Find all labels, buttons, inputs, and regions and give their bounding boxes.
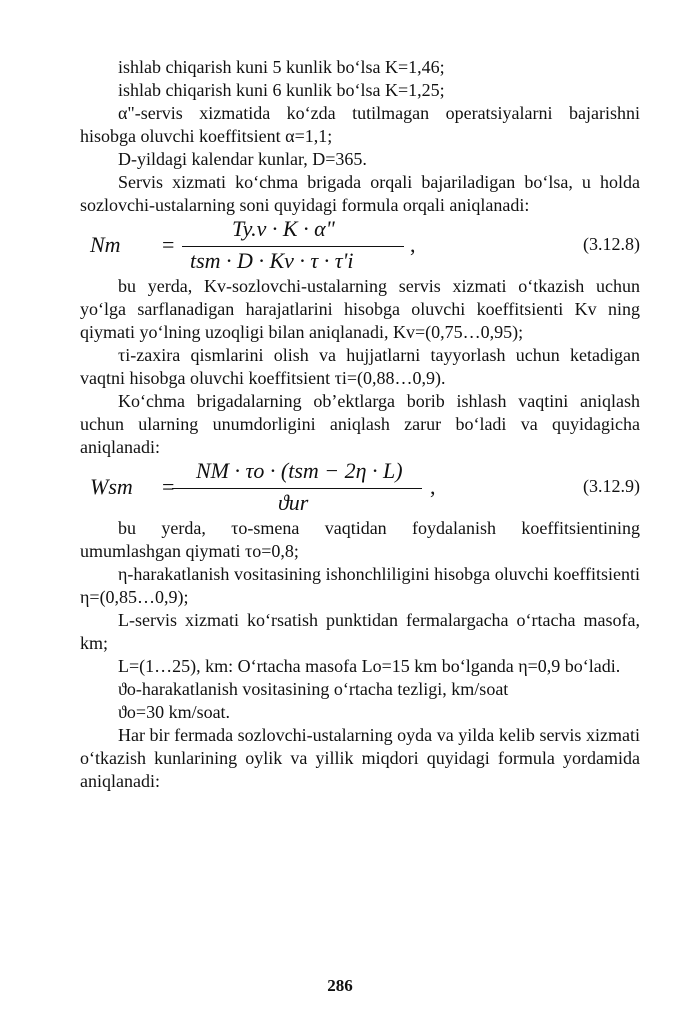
text-line: ϑo=30 km/soat. (118, 702, 231, 722)
text-line: D-yildagi kalendar kunlar, D=365. (118, 149, 367, 169)
equals-sign: = (162, 232, 175, 257)
page-number: 286 (327, 976, 353, 995)
equation-lhs: Wsm (90, 474, 133, 499)
text-paragraph: α"-servis xizmatida ko‘zda tutilmagan operatsiyalarni bajarishni hisobga oluvchi koeffitsient α=1,1; (80, 103, 640, 146)
fraction-bar (172, 488, 422, 489)
equation-number: (3.12.9) (583, 476, 640, 496)
text-paragraph: bu yerda, Kv-sozlovchi-ustalarning servis xizmati o‘tkazish uchun yo‘lga sarflanadigan harajatlarini hisobga oluvchi koeffitsienti Kv ning qiymati yo‘lning uzoqligi bilan aniqlanadi, Kv=(0,75…0,95); (80, 276, 640, 342)
fraction-bar (182, 246, 404, 247)
text-line: ishlab chiqarish kuni 6 kunlik bo‘lsa K=1,25; (118, 80, 445, 100)
equals-sign: = (162, 474, 175, 499)
text-paragraph: η-harakatlanish vositasining ishonchliligini hisobga oluvchi koeffitsienti η=(0,85…0,9); (80, 564, 640, 607)
text-paragraph: Har bir fermada sozlovchi-ustalarning oyda va yilda kelib servis xizmati o‘tkazish kunlarining oylik va yillik miqdori quyidagi formula yordamida aniqlanadi: (80, 725, 640, 791)
text-paragraph: bu yerda, τo-smena vaqtidan foydalanish koeffitsientining umumlashgan qiymati τo=0,8; (80, 518, 640, 561)
equation-number: (3.12.8) (583, 234, 640, 254)
text-line: ϑo-harakatlanish vositasining o‘rtacha tezligi, km/soat (118, 679, 509, 699)
equation-comma: , (410, 232, 416, 257)
text-paragraph: τi-zaxira qismlarini olish va hujjatlarni tayyorlash uchun ketadigan vaqtni hisobga oluvchi koeffitsient τi=(0,88…0,9). (80, 345, 640, 388)
text-paragraph: Ko‘chma brigadalarning ob’ektlarga borib ishlash vaqtini aniqlash uchun ularning unumdorligini aniqlash zarur bo‘ladi va quyidagicha aniqlanadi: (80, 391, 640, 457)
page-body (80, 56, 640, 793)
equation-denominator: tsm · D · Kv · τ · τ'i (190, 248, 354, 273)
equation-comma: , (430, 474, 436, 499)
text-paragraph: L=(1…25), km: O‘rtacha masofa Lo=15 km bo‘lganda η=0,9 bo‘ladi. (118, 656, 621, 676)
equation-3-12-8 (80, 217, 640, 275)
equation-numerator: NM · τo · (tsm − 2η · L) (196, 458, 403, 483)
equation-numerator: Ty.v · K · α" (232, 216, 335, 241)
text-paragraph: L-servis xizmati ko‘rsatish punktidan fermalargacha o‘rtacha masofa, km; (80, 610, 640, 653)
text-line: ishlab chiqarish kuni 5 kunlik bo‘lsa K=1,46; (118, 57, 445, 77)
equation-lhs: Nm (90, 232, 121, 257)
equation-denominator: ϑur (278, 490, 309, 515)
text-paragraph: Servis xizmati ko‘chma brigada orqali bajariladigan bo‘lsa, u holda sozlovchi-ustalarning soni quyidagi formula orqali aniqlanadi: (80, 172, 640, 215)
equation-3-12-9 (80, 459, 640, 517)
